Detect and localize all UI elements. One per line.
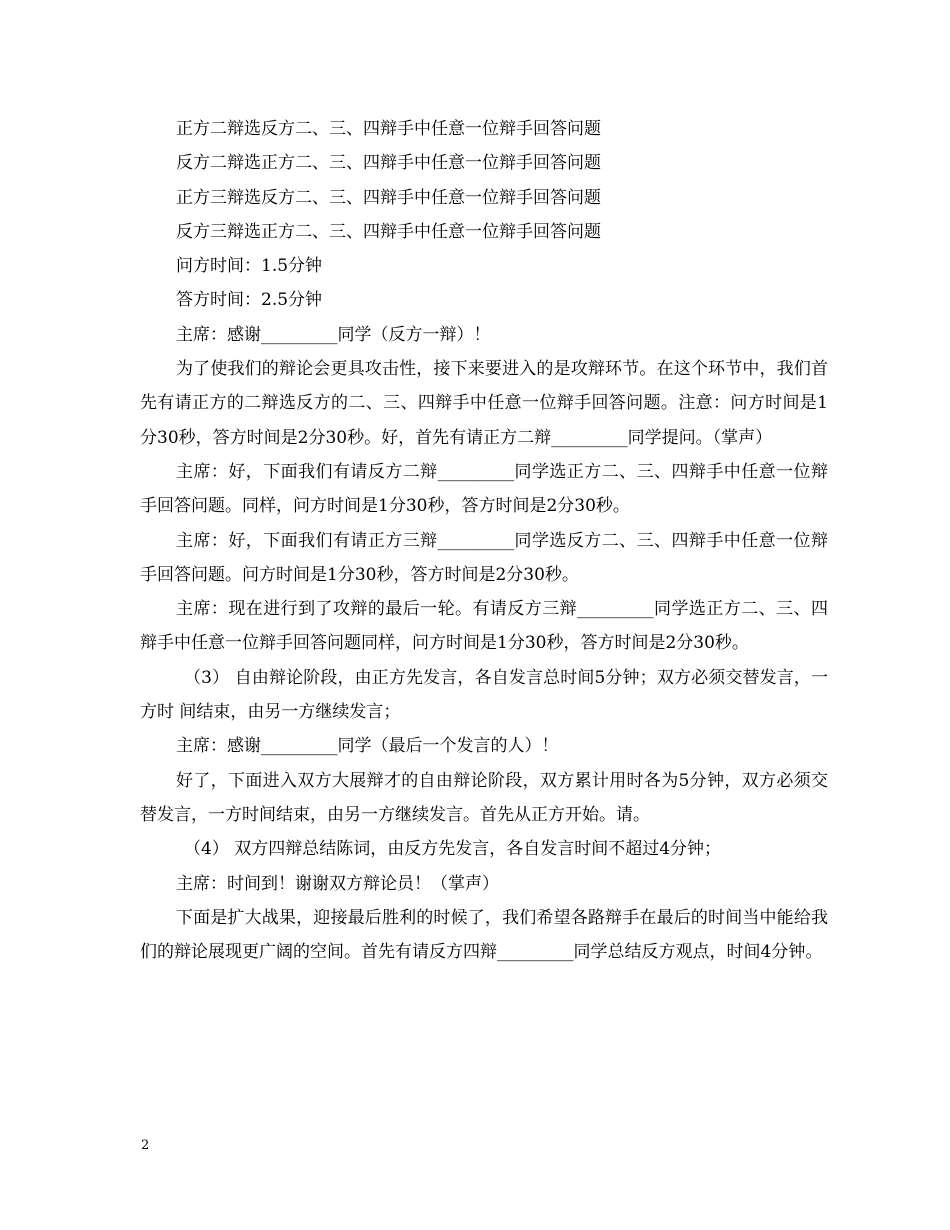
line-answer-time: 答方时间：2.5分钟 — [176, 290, 323, 311]
line-chair-thanks-first: 主席：感谢_________同学（反方一辩）！ — [176, 324, 491, 345]
page-number: 2 — [141, 1138, 150, 1153]
line-negative-third-question: 反方三辩选正方二、三、四辩手中任意一位辩手回答问题 — [176, 221, 601, 242]
line-affirmative-second-question: 正方二辩选反方二、三、四辩手中任意一位辩手回答问题 — [176, 119, 601, 139]
line-affirmative-third-question: 正方三辩选反方二、三、四辩手中任意一位辩手回答问题 — [176, 187, 601, 208]
paragraph-closing-intro: 下面是扩大战果，迎接最后胜利的时候了，我们希望各路辩手在最后的时间当中能给我们的辩论展现更广阔的空间。首先有请反方四辩_________同学总结反方观点，时间4分钟。 — [140, 907, 828, 963]
paragraph-chair-negative-second: 主席：好，下面我们有请反方二辩_________同学选正方二、三、四辩手中任意一位辩手回答问题。同样，问方时间是1分30秒，答方时间是2分30秒。 — [140, 461, 828, 517]
paragraph-closing-rule: （4） 双方四辩总结陈词，由反方先发言，各自发言时间不超过4分钟； — [184, 839, 722, 860]
paragraph-free-debate-rule: （3） 自由辩论阶段，由正方先发言，各自发言总时间5分钟；双方必须交替发言，一方时 间结束，由另一方继续发言； — [140, 667, 828, 723]
paragraph-chair-final-round: 主席：现在进行到了攻辩的最后一轮。有请反方三辩_________同学选正方二、三、四辩手中任意一位辩手回答问题同样，问方时间是1分30秒，答方时间是2分30秒。 — [140, 599, 828, 654]
paragraph-free-debate-intro: 好了，下面进入双方大展辩才的自由辩论阶段，双方累计用时各为5分钟，双方必须交替发言，一方时间结束，由另一方继续发言。首先从正方开始。请。 — [140, 770, 828, 825]
line-negative-second-question: 反方二辩选正方二、三、四辩手中任意一位辩手回答问题 — [176, 153, 601, 174]
line-question-time: 问方时间：1.5分钟 — [176, 256, 323, 277]
paragraph-chair-time-up: 主席：时间到！谢谢双方辩论员！（掌声） — [176, 873, 499, 894]
paragraph-chair-thanks-last: 主席：感谢_________同学（最后一个发言的人）！ — [176, 736, 559, 757]
document-body — [140, 112, 828, 969]
paragraph-chair-affirmative-third: 主席：好，下面我们有请正方三辩_________同学选反方二、三、四辩手中任意一位辩手回答问题。问方时间是1分30秒，答方时间是2分30秒。 — [140, 530, 828, 585]
paragraph-cross-exam-intro: 为了使我们的辩论会更具攻击性，接下来要进入的是攻辩环节。在这个环节中，我们首先有请正方的二辩选反方的二、三、四辩手中任意一位辩手回答问题。注意：问方时间是1分30秒，答方时间是2分30秒。好，首先有请正方二辩_________同学提问。（掌声） — [140, 359, 828, 448]
